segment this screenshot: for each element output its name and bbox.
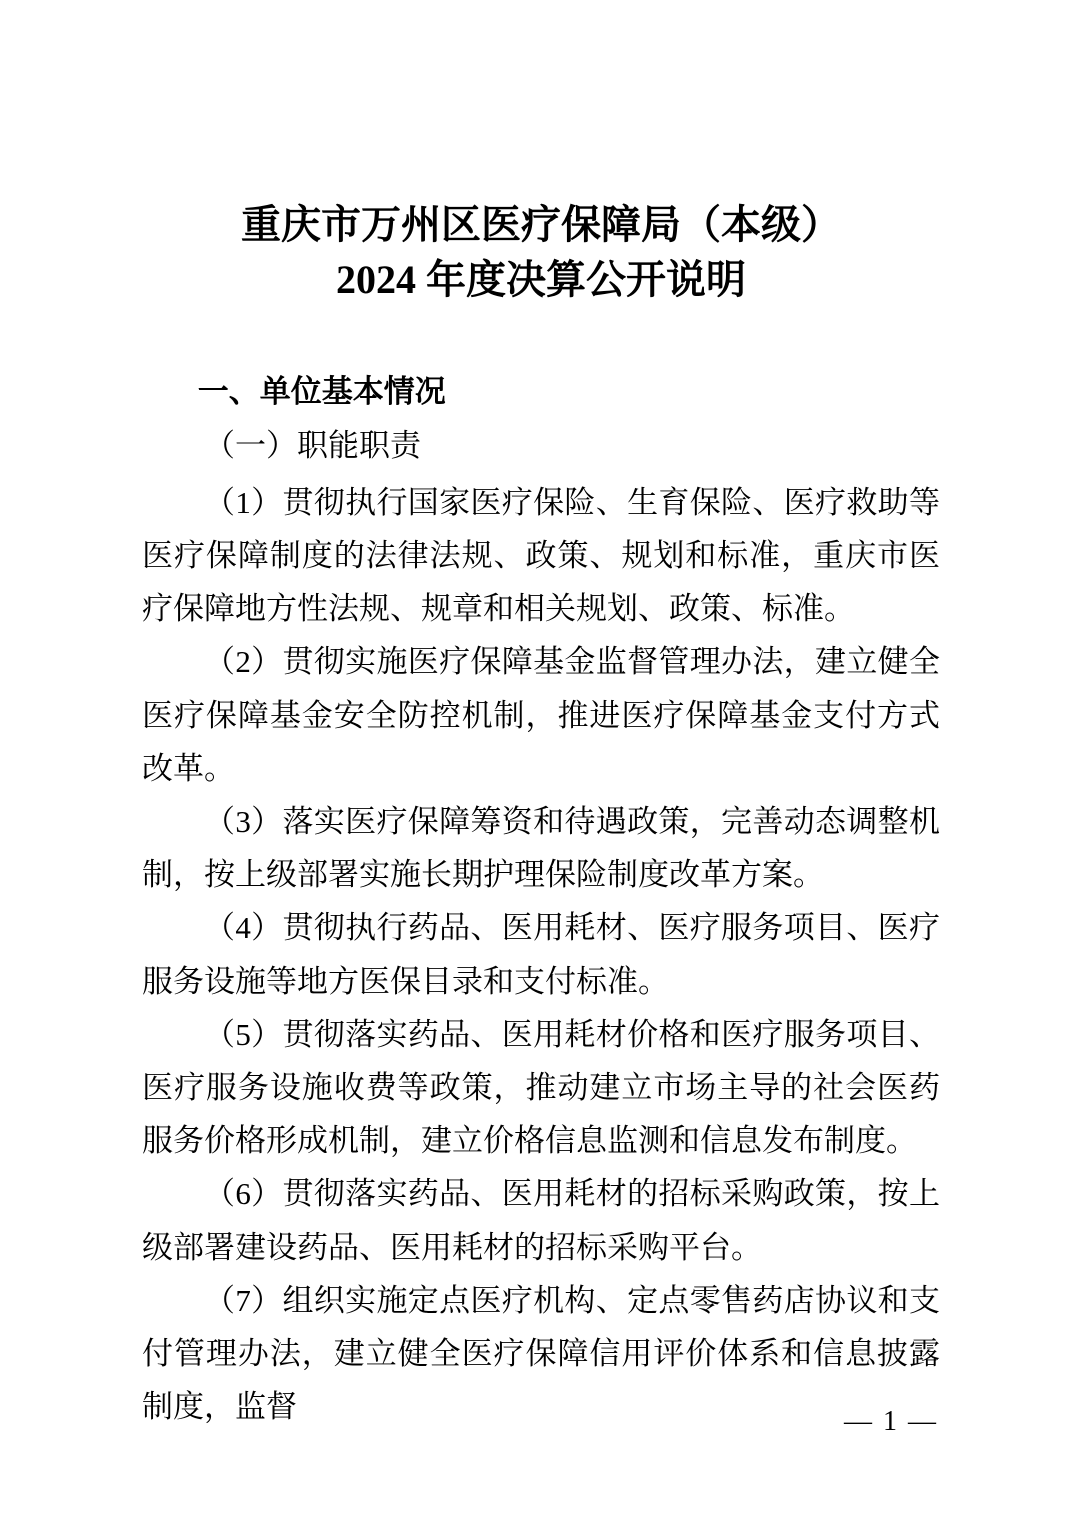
document-title-line2: 2024 年度决算公开说明 [336,256,746,302]
section-heading: 一、单位基本情况 [197,373,446,409]
document-title [142,197,940,307]
page-number: — 1 — [844,1406,938,1437]
paragraph-2: （2）贯彻实施医疗保障基金监督管理办法，建立健全医疗保障基金安全防控机制，推进医疗保障基金支付方式改革。 [142,644,940,786]
paragraph-6: （6）贯彻落实药品、医用耗材的招标采购政策，按上级部署建设药品、医用耗材的招标采购平台。 [142,1176,940,1265]
paragraph-4: （4）贯彻执行药品、医用耗材、医疗服务项目、医疗服务设施等地方医保目录和支付标准。 [142,910,940,999]
paragraph-1: （1）贯彻执行国家医疗保险、生育保险、医疗救助等医疗保障制度的法律法规、政策、规划和标准，重庆市医疗保障地方性法规、规章和相关规划、政策、标准。 [142,484,940,627]
paragraph-7: （7）组织实施定点医疗机构、定点零售药店协议和支付管理办法，建立健全医疗保障信用评价体系和信息披露制度，监督 [142,1282,940,1425]
paragraph-5: （5）贯彻落实药品、医用耗材价格和医疗服务项目、医疗服务设施收费等政策，推动建立市场主导的社会医药服务价格形成机制，建立价格信息监测和信息发布制度。 [142,1016,940,1159]
subsection-heading: （一）职能职责 [204,427,421,463]
document-body [142,476,940,1434]
document-title-line1: 重庆市万州区医疗保障局（本级） [241,201,841,247]
paragraph-3: （3）落实医疗保障筹资和待遇政策，完善动态调整机制，按上级部署实施长期护理保险制度改革方案。 [142,804,940,893]
